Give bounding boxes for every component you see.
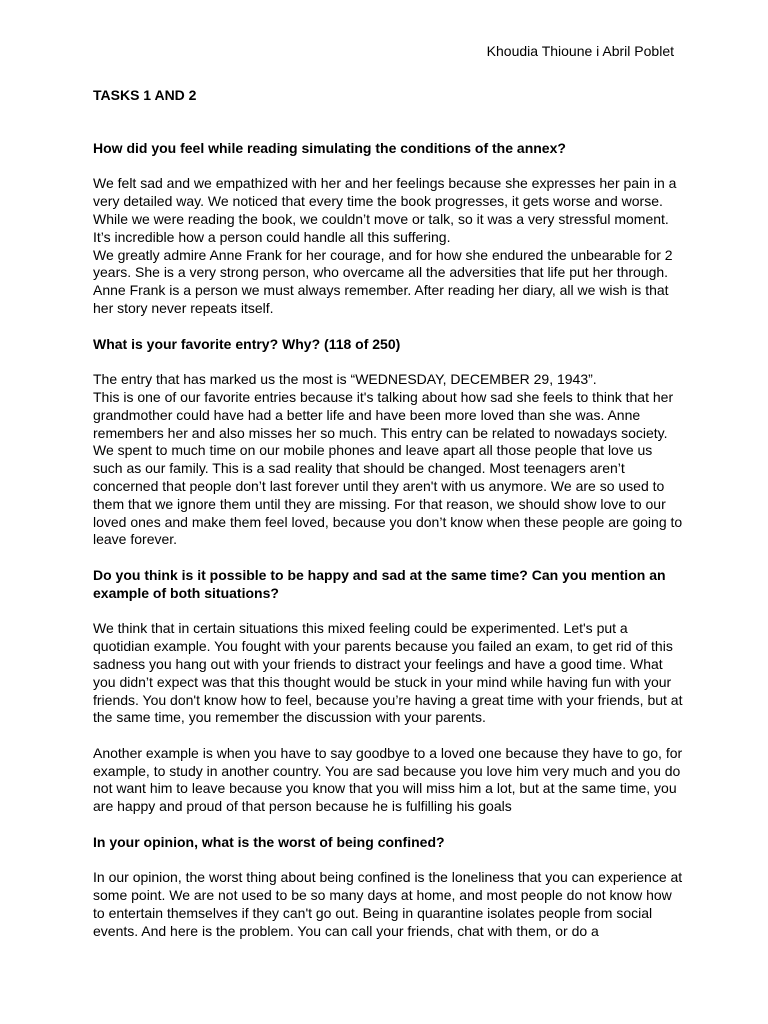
document-body bbox=[93, 87, 683, 941]
answer-4-paragraph-1: In our opinion, the worst thing about being confined is the loneliness that you can experience at some point. We are not used to be so many days at home, and most people do not know how to entertain themselves if they can't go out. Being in quarantine isolates people from social events. And here is the problem. You can call your friends, chat with them, or do a bbox=[93, 869, 683, 939]
answer-3-paragraph-2: Another example is when you have to say goodbye to a loved one because they have to go, for example, to study in another country. You are sad because you love him very much and you do not want him to leave because you know that you will miss him a lot, but at the same time, you are happy and proud of that person because he is fulfilling his goals bbox=[93, 744, 683, 815]
question-1: How did you feel while reading simulating the conditions of the annex? bbox=[93, 139, 566, 156]
question-2: What is your favorite entry? Why? (118 of 250) bbox=[93, 335, 401, 352]
answer-1-paragraph-2: We greatly admire Anne Frank for her courage, and for how she endured the unbearable for 2 years. She is a very strong person, who overcame all the adversities that life put her through. Anne Frank is a person we must always remember. After reading her diary, all we wish is that her story never repeats itself. bbox=[93, 246, 673, 316]
answer-1-paragraph-1: We felt sad and we empathized with her and her feelings because she expresses her pain in a very detailed way. We noticed that every time the book progresses, it gets worse and worse. While we were reading the book, we couldn’t move or talk, so it was a very stressful moment. It’s incredible how a person could handle all this suffering. bbox=[93, 175, 677, 245]
document-title: TASKS 1 AND 2 bbox=[93, 87, 197, 103]
question-3: Do you think is it possible to be happy and sad at the same time? Can you mention an example of both situations? bbox=[93, 566, 666, 601]
answer-2-paragraph-1: The entry that has marked us the most is “WEDNESDAY, DECEMBER 29, 1943”. bbox=[93, 371, 597, 388]
answer-3-paragraph-1: We think that in certain situations this mixed feeling could be experimented. Let's put a quotidian example. You fought with your parents because you failed an exam, to get rid of this sadness you hang out with your friends to distract your feelings and have a good time. What you didn’t expect was that this thought would be stuck in your mind while having fun with your friends. You don't know how to feel, because you’re having a great time with your friends, but at the same time, you remember the discussion with your parents. bbox=[93, 620, 683, 726]
question-4: In your opinion, what is the worst of being confined? bbox=[93, 833, 445, 850]
answer-2-paragraph-2: This is one of our favorite entries because it's talking about how sad she feels to think that her grandmother could have had a better life and have been more loved than she was. Anne remembers her and also misses her so much. This entry can be related to nowadays society. We spent to much time on our mobile phones and leave apart all those people that love us such as our family. This is a sad reality that should be changed. Most teenagers aren’t concerned that people don’t last forever until they aren't with us anymore. We are so used to them that we ignore them until they are missing. For that reason, we should show love to our loved ones and make them feel loved, because you don’t know when these people are going to leave forever. bbox=[93, 388, 683, 548]
author-names: Khoudia Thioune i Abril Poblet bbox=[486, 43, 674, 59]
